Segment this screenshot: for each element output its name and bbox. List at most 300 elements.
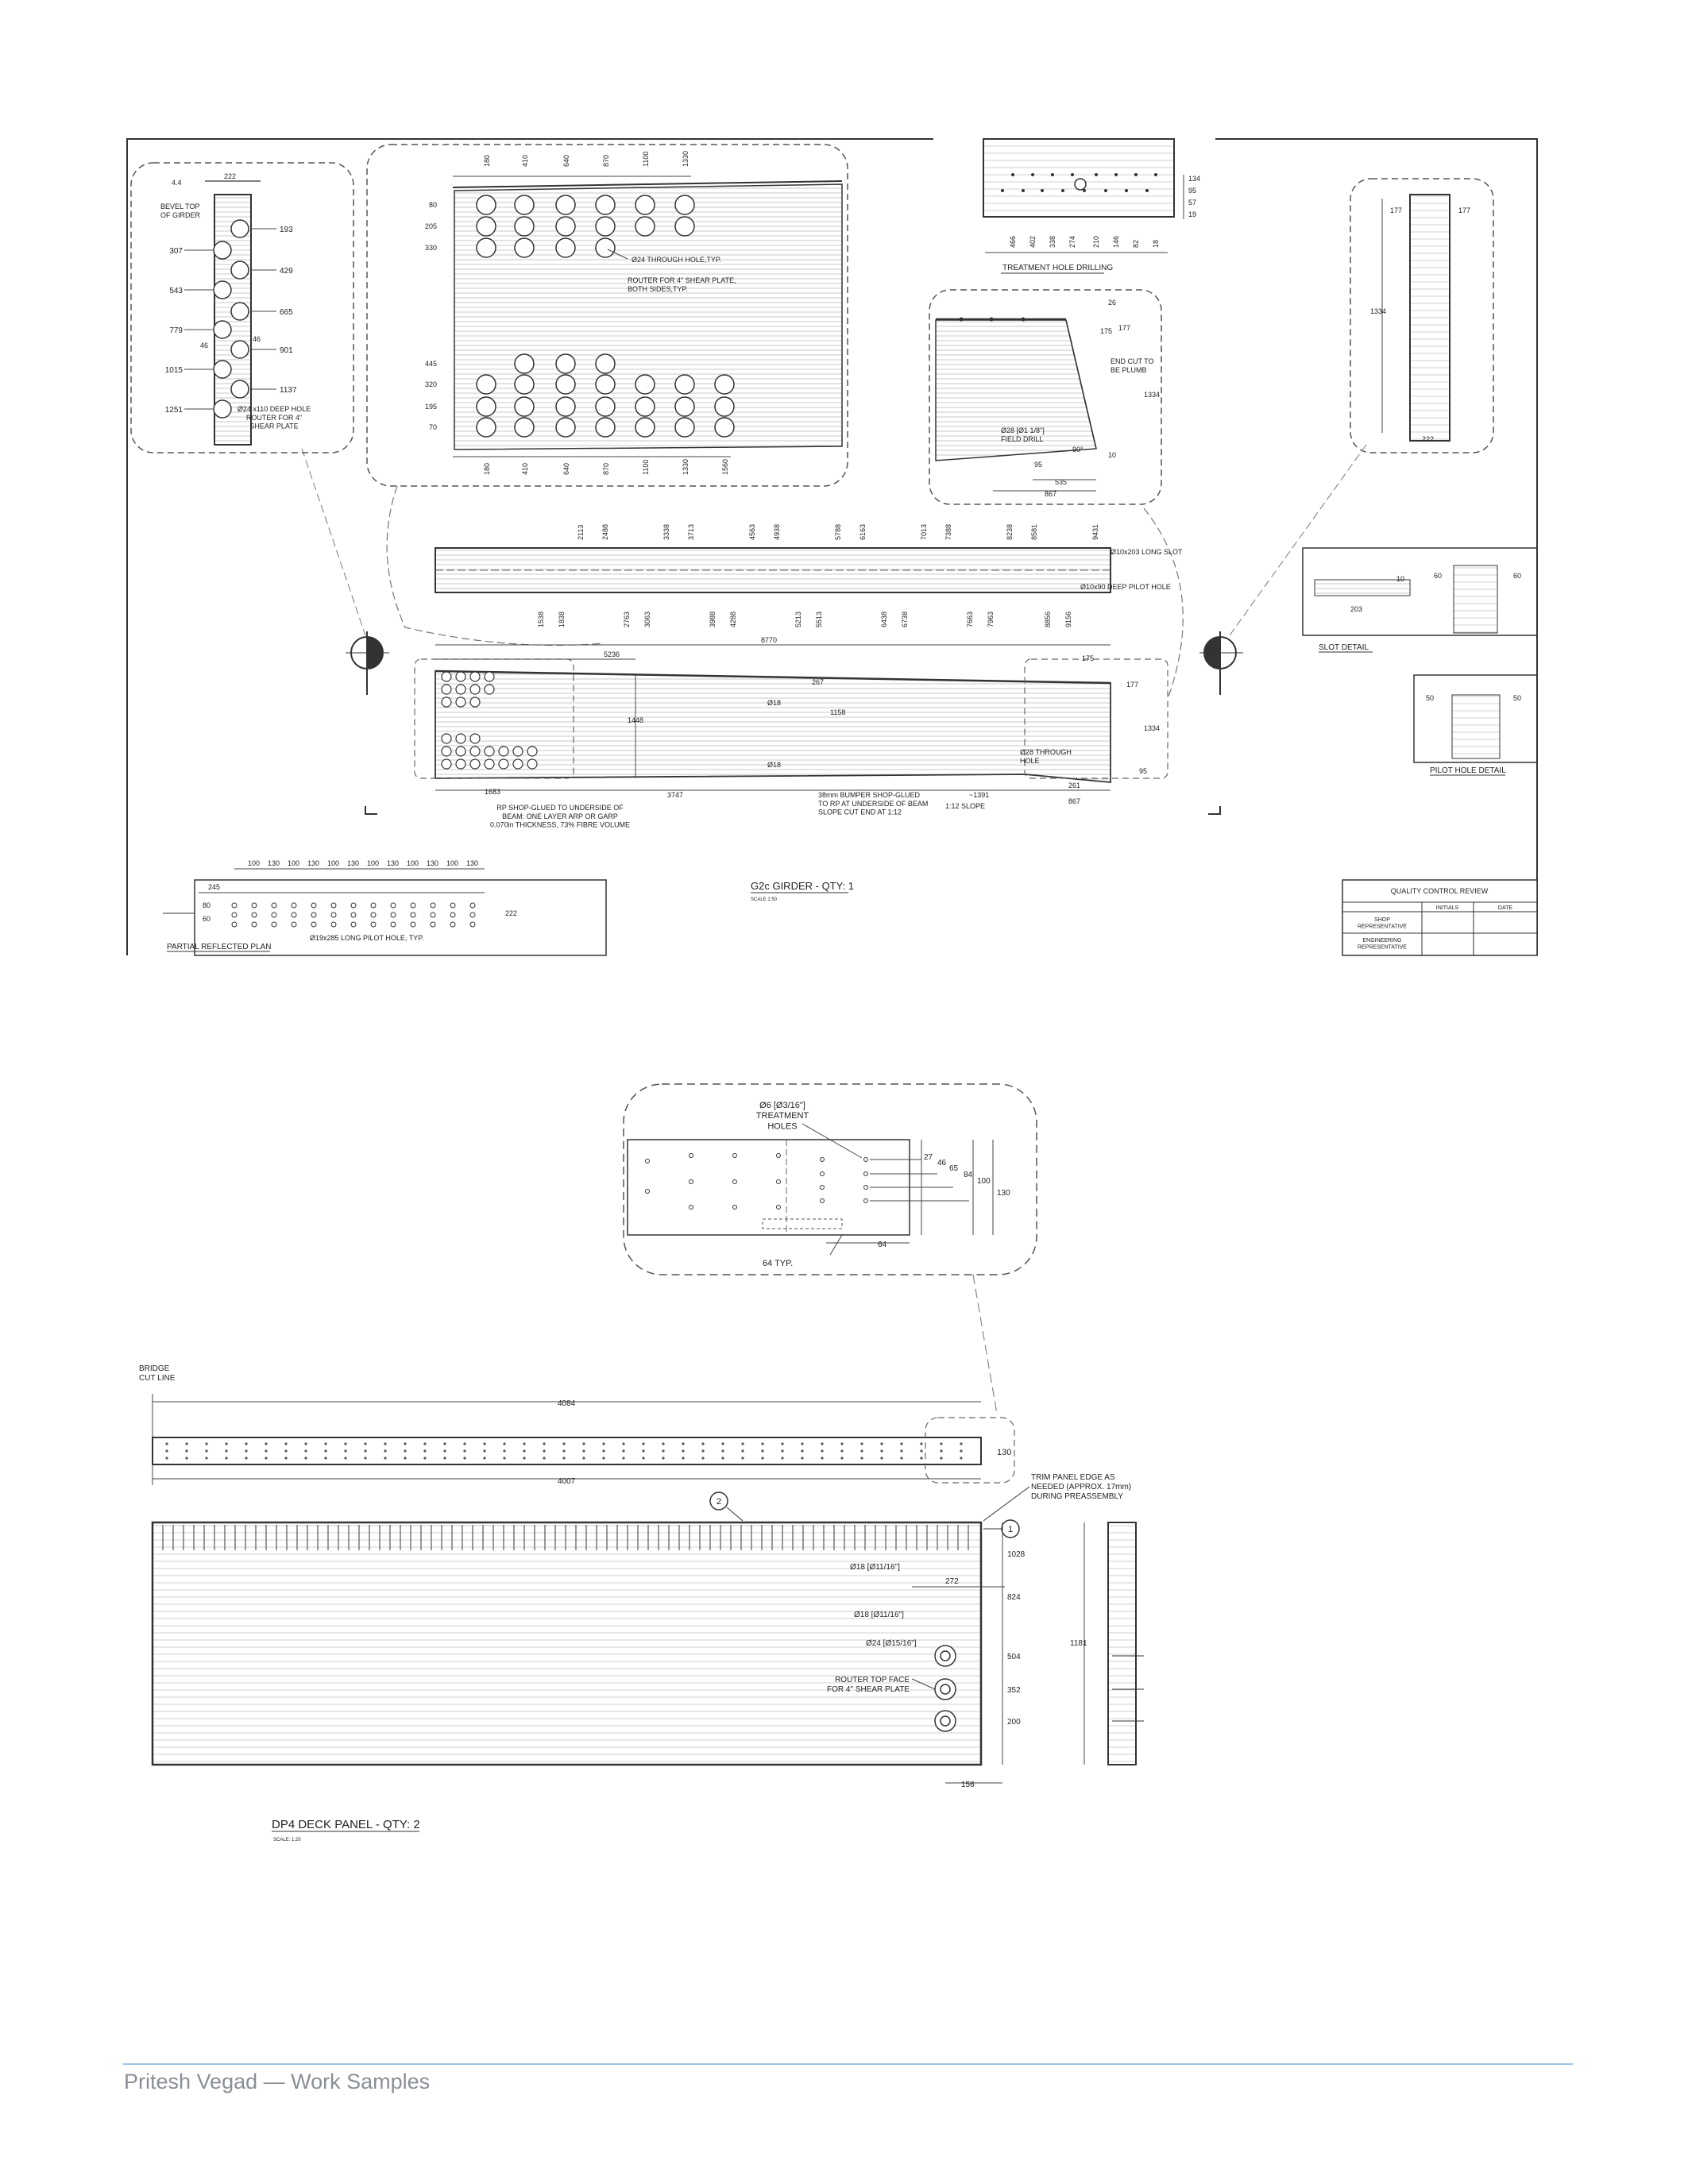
pilot-hole-detail [1414,675,1537,775]
svg-text:410: 410 [521,462,529,475]
bridge-cut-label: BRIDGE CUT LINE [139,1364,176,1383]
deck-plan-hole [364,1449,366,1452]
deck-plan-hole [721,1442,724,1445]
svg-text:2763: 2763 [623,611,631,627]
deck-plan-hole [602,1449,605,1452]
svg-text:50: 50 [1513,694,1522,702]
svg-text:27: 27 [924,1153,933,1162]
deck-plan-hole [364,1457,366,1459]
footer-rule [123,2063,1573,2065]
svg-text:180: 180 [483,154,491,167]
treatment-detail [983,139,1200,273]
deck-top-note: Ø6 [Ø3/16"] TREATMENT HOLES [755,1101,809,1132]
deck-plan-hole [503,1442,505,1445]
svg-text:6438: 6438 [880,611,888,627]
plan-bottom-dims [537,612,1072,627]
svg-text:26: 26 [1108,299,1117,307]
svg-text:640: 640 [562,154,570,167]
svg-text:95: 95 [1139,767,1148,775]
slot-detail [1303,548,1537,652]
deck-plan-hole [543,1442,545,1445]
deck-plan-hole [900,1457,902,1459]
svg-text:640: 640 [562,462,570,475]
deck-plan-hole [443,1457,446,1459]
svg-text:205: 205 [424,222,437,230]
svg-text:7663: 7663 [966,611,974,627]
deck-plan-hole [662,1457,664,1459]
deck-plan-hole [503,1449,505,1452]
svg-text:146: 146 [1112,235,1120,248]
deck-plan-hole [960,1449,962,1452]
deck-plan-hole [701,1449,704,1452]
svg-text:1330: 1330 [682,150,689,167]
deck-plan-hole [284,1449,287,1452]
deck-plan-hole [940,1442,942,1445]
svg-text:82: 82 [1132,239,1140,248]
deck-plan-hole [384,1442,386,1445]
deck-plan-hole [483,1449,485,1452]
svg-text:5788: 5788 [834,523,842,540]
deck-plan-hole [225,1442,227,1445]
svg-text:274: 274 [1068,235,1076,248]
deck-plan-hole [205,1457,207,1459]
deck-top-typ: 64 TYP. [763,1259,794,1268]
svg-text:1251: 1251 [164,406,183,415]
svg-text:84: 84 [964,1171,973,1179]
svg-text:46: 46 [937,1159,947,1167]
deck-plan-hole [463,1442,465,1445]
svg-text:1137: 1137 [280,386,297,395]
svg-text:38mm BUMPER SHOP-GLUEDTO RP AT: 38mm BUMPER SHOP-GLUED TO RP AT UNDERSIDE OF BEAM SLOPE CUT END AT 1:12 [818,791,929,816]
deck-plan-hole [384,1457,386,1459]
svg-text:5236: 5236 [604,650,620,658]
svg-text:130: 130 [466,859,479,867]
svg-text:5513: 5513 [815,611,823,627]
deck-plan-hole [880,1449,883,1452]
deck-plan-hole [284,1457,287,1459]
deck-callout-line [973,1275,997,1414]
svg-text:134: 134 [1188,175,1201,183]
svg-text:3063: 3063 [643,611,651,627]
svg-text:175: 175 [1100,327,1113,335]
deck-plan-hole [920,1457,922,1459]
deck-plan-hole [225,1457,227,1459]
svg-text:5213: 5213 [794,611,802,627]
svg-text:867: 867 [1068,797,1081,805]
svg-text:9156: 9156 [1064,611,1072,627]
svg-text:177: 177 [1118,324,1131,332]
deck-plan-hole [543,1449,545,1452]
svg-text:130: 130 [307,859,320,867]
deck-plan-hole [165,1449,168,1452]
deck-plan-hole [384,1449,386,1452]
svg-text:1683: 1683 [485,788,501,796]
connection-bottom-dims [483,459,729,475]
svg-text:870: 870 [602,154,610,167]
qc-row-shop: SHOP REPRESENTATIVE [1358,917,1407,930]
deck-plan-hole [761,1442,763,1445]
deck-plan-hole [483,1457,485,1459]
deck-plan-hole [880,1442,883,1445]
treatment-bottom-dims [1009,236,1160,248]
svg-text:Ø18: Ø18 [767,699,782,707]
deck-plan-hole [225,1449,227,1452]
svg-text:130: 130 [347,859,360,867]
connection-top-dims [483,151,689,167]
svg-text:193: 193 [280,226,293,234]
svg-text:445: 445 [424,360,437,368]
deck-plan-hole [404,1442,406,1445]
deck-note-router: ROUTER TOP FACE FOR 4" SHEAR PLATE [827,1676,910,1694]
svg-text:4007: 4007 [558,1477,576,1486]
deck-plan-hole [245,1442,247,1445]
girder-scale: SCALE 1:50 [751,897,778,902]
deck-plan-hole [344,1442,346,1445]
end-detail-top-dim-a: 4.4 [172,179,182,187]
deck-plan-hole [205,1442,207,1445]
svg-text:100: 100 [248,859,261,867]
connection-detail [367,145,848,486]
girder-elevation [415,636,1168,829]
deck-plan-hole [582,1449,585,1452]
qc-table [1342,880,1537,955]
svg-text:338: 338 [1049,235,1056,248]
deck-plan-hole [265,1449,267,1452]
svg-text:779: 779 [169,326,183,335]
deck-plan-hole [860,1442,863,1445]
svg-text:8238: 8238 [1006,523,1014,540]
svg-text:Ø28 THROUGHHOLE: Ø28 THROUGH HOLE [1020,748,1072,765]
svg-text:177: 177 [1458,206,1471,214]
svg-text:1028: 1028 [1007,1550,1026,1559]
svg-text:130: 130 [997,1448,1012,1457]
deck-plan-hole [960,1442,962,1445]
reflected-top-dims [208,859,478,891]
deck-plan-hole [404,1449,406,1452]
svg-text:9431: 9431 [1091,523,1099,540]
deck-plan-hole [940,1457,942,1459]
svg-text:95: 95 [1188,187,1197,195]
deck-plan-hole [562,1457,565,1459]
svg-text:64: 64 [878,1241,887,1249]
deck-trim-note: TRIM PANEL EDGE AS NEEDED (APPROX. 17mm) DURING PREASSEMBLY [1031,1473,1132,1501]
deck-plan-hole [185,1449,187,1452]
end-cut-detail [929,290,1161,504]
svg-text:100: 100 [367,859,380,867]
deck-plan-hole [404,1457,406,1459]
svg-text:3747: 3747 [667,791,684,799]
svg-text:130: 130 [997,1189,1010,1198]
treatment-title: TREATMENT HOLE DRILLING [1002,264,1114,272]
svg-text:1330: 1330 [682,458,689,475]
svg-text:8856: 8856 [1044,611,1052,627]
deck-plan-hole [642,1449,644,1452]
deck-plan-hole [165,1442,168,1445]
svg-text:410: 410 [521,154,529,167]
deck-plan-hole [324,1457,326,1459]
deck-plan-hole [840,1449,843,1452]
deck-elevation [153,1473,1144,1789]
deck-plan-hole [602,1457,605,1459]
svg-text:261: 261 [1068,781,1081,789]
svg-text:130: 130 [268,859,280,867]
deck-plan-hole [840,1457,843,1459]
deck-plan-hole [801,1457,803,1459]
svg-text:100: 100 [407,859,419,867]
end-cut-note: END CUT TO BE PLUMB [1111,357,1154,374]
qc-title: QUALITY CONTROL REVIEW [1390,887,1489,895]
svg-text:65: 65 [949,1164,959,1173]
svg-text:4288: 4288 [729,611,737,627]
deck-plan-hole [463,1457,465,1459]
deck-plan-hole [423,1449,426,1452]
svg-text:901: 901 [280,346,293,355]
deck-shear-plates [935,1646,956,1731]
deck-plan-hole [205,1449,207,1452]
svg-text:50: 50 [1426,694,1435,702]
svg-text:1015: 1015 [164,366,183,375]
treatment-right-dims [1188,175,1200,218]
deck-plan-hole [781,1457,783,1459]
svg-text:267: 267 [812,678,825,686]
reflected-note: Ø19x285 LONG PILOT HOLE, TYP. [310,934,424,942]
deck-plan-hole [185,1442,187,1445]
marker-2 [710,1492,743,1521]
svg-text:222: 222 [505,909,518,917]
reflected-plan [163,859,606,955]
deck-plan-hole [582,1442,585,1445]
svg-text:1181: 1181 [1070,1639,1087,1648]
svg-text:46: 46 [253,335,261,343]
deck-plan-hole [423,1442,426,1445]
svg-text:4563: 4563 [748,523,756,540]
deck-plan-hole [523,1449,525,1452]
section-detail [1350,179,1493,453]
deck-plan-hole [503,1457,505,1459]
svg-text:RP SHOP-GLUED TO UNDERSIDE OFB: RP SHOP-GLUED TO UNDERSIDE OF BEAM: ONE LAYER ARP OR GARP 0.070in THICKNESS, 73% FIBRE VOLUME [490,804,630,829]
qc-header-initials: INITIALS [1435,905,1459,911]
svg-text:665: 665 [280,308,293,317]
svg-text:100: 100 [977,1177,991,1186]
end-detail-left-dims [165,247,183,415]
girder-plan-view [435,524,1183,627]
deck-plan-hole [602,1442,605,1445]
deck-plan-hole [265,1457,267,1459]
svg-text:57: 57 [1188,199,1197,206]
svg-text:60: 60 [1513,572,1522,580]
marker-1 [983,1520,1019,1538]
deck-plan-hole [245,1449,247,1452]
svg-text:6163: 6163 [859,523,867,540]
svg-text:2113: 2113 [577,524,585,540]
svg-text:7963: 7963 [987,611,995,627]
svg-text:6738: 6738 [901,611,909,627]
deck-plan-hole [721,1457,724,1459]
deck-plan-hole [880,1457,883,1459]
deck-plan-hole [443,1449,446,1452]
end-detail-bevel-label: BEVEL TOP OF GIRDER [160,203,201,219]
deck-plan-hole [185,1457,187,1459]
svg-text:1: 1 [1007,1525,1014,1534]
svg-text:8581: 8581 [1030,523,1038,540]
svg-text:7388: 7388 [944,523,952,540]
svg-text:130: 130 [387,859,400,867]
deck-plan-hole [304,1449,307,1452]
svg-text:90°: 90° [1072,446,1083,453]
deck-plan-hole [960,1457,962,1459]
svg-text:100: 100 [446,859,459,867]
end-detail [131,163,353,453]
svg-text:870: 870 [602,462,610,475]
deck-plan-hole [741,1449,744,1452]
svg-text:8770: 8770 [761,636,778,644]
deck-plan-hole [821,1442,823,1445]
deck-plan-hole [364,1442,366,1445]
connection-note-through: Ø24 THROUGH HOLE,TYP. [632,256,722,264]
svg-text:543: 543 [169,287,183,295]
footer-text: Pritesh Vegad — Work Samples [124,2070,431,2093]
svg-text:156: 156 [961,1781,975,1789]
deck-note-d18a: Ø18 [Ø11/16"] [850,1563,900,1572]
deck-plan-hole [324,1449,326,1452]
svg-text:2488: 2488 [601,523,609,540]
deck-plan-hole [324,1442,326,1445]
svg-text:222: 222 [1422,435,1435,443]
deck-plan-hole [622,1449,624,1452]
deck-plan-hole [662,1449,664,1452]
svg-text:18: 18 [1152,239,1160,248]
svg-text:504: 504 [1007,1653,1021,1661]
deck-plan-hole [622,1442,624,1445]
deck-plan-hole [543,1457,545,1459]
deck-plan-hole [761,1449,763,1452]
svg-text:352: 352 [1007,1686,1021,1695]
deck-right-dims [1007,1550,1026,1727]
deck-plan-hole [801,1449,803,1452]
section-marker-left [346,631,389,695]
deck-plan-hole [781,1449,783,1452]
deck-plan-hole [821,1449,823,1452]
svg-text:307: 307 [169,247,183,256]
deck-plan-hole [920,1449,922,1452]
svg-text:2: 2 [716,1497,722,1507]
deck-plan-hole [682,1449,684,1452]
deck-plan-hole [900,1442,902,1445]
deck-note-d24: Ø24 [Ø15/16"] [866,1639,917,1648]
svg-text:535: 535 [1055,478,1068,486]
deck-plan-hole [761,1457,763,1459]
svg-text:80: 80 [428,201,437,209]
deck-plan-hole [741,1442,744,1445]
svg-text:1838: 1838 [558,611,566,627]
deck-plan-hole [562,1449,565,1452]
deck-plan-hole [562,1442,565,1445]
svg-text:1560: 1560 [721,458,729,475]
svg-text:175: 175 [1082,654,1095,662]
pilot-detail-title: PILOT HOLE DETAIL [1430,766,1506,775]
svg-text:3713: 3713 [687,523,695,540]
end-detail-note: Ø24 x110 DEEP HOLE ROUTER FOR 4" SHEAR PLATE [237,405,311,430]
deck-plan-hole [821,1457,823,1459]
deck-top-detail [624,1084,1037,1275]
deck-plan-hole [860,1457,863,1459]
deck-plan-hole [344,1449,346,1452]
svg-text:10: 10 [1396,575,1405,583]
deck-plan-hole [741,1457,744,1459]
deck-plan-hole [463,1449,465,1452]
deck-plan-hole [582,1457,585,1459]
deck-plan-hole [443,1442,446,1445]
svg-text:210: 210 [1092,235,1100,248]
end-detail-top-dim-b: 222 [224,172,237,180]
deck-plan-hole [701,1442,704,1445]
end-detail-right-dims [280,226,297,395]
deck-plan-hole [682,1457,684,1459]
svg-text:203: 203 [1350,605,1363,613]
deck-plan [153,1394,1014,1486]
deck-plan-hole [265,1442,267,1445]
svg-text:1538: 1538 [537,611,545,627]
svg-text:80: 80 [203,901,211,909]
svg-text:4084: 4084 [558,1399,576,1408]
connection-note-router: ROUTER FOR 4" SHEAR PLATE, BOTH SIDES,TYP. [628,276,736,293]
deck-note-d18b: Ø18 [Ø11/16"] [854,1611,904,1619]
deck-plan-hole [304,1442,307,1445]
svg-text:100: 100 [288,859,300,867]
deck-plan-hole [721,1449,724,1452]
deck-plan-hole [682,1442,684,1445]
qc-row-engineering: ENGINEERING REPRESENTATIVE [1358,938,1407,951]
deck-title: DP4 DECK PANEL - QTY: 2 [272,1818,420,1831]
svg-text:195: 195 [424,403,437,411]
svg-text:867: 867 [1045,490,1057,498]
section-marker-right [1199,631,1243,695]
svg-text:402: 402 [1029,235,1037,248]
svg-text:46: 46 [200,341,209,349]
deck-plan-hole [642,1457,644,1459]
deck-plan-hole [423,1457,426,1459]
svg-text:Ø18: Ø18 [767,761,782,769]
svg-text:1334: 1334 [1144,724,1161,732]
svg-text:3338: 3338 [662,523,670,540]
svg-text:272: 272 [945,1577,959,1586]
deck-plan-hole [701,1457,704,1459]
svg-text:1448: 1448 [628,716,644,724]
svg-text:1334: 1334 [1370,307,1387,315]
svg-text:320: 320 [424,380,437,388]
slot-detail-title: SLOT DETAIL [1319,643,1369,652]
svg-text:466: 466 [1009,235,1017,248]
end-cut-drill-note: Ø28 [Ø1 1/8"] FIELD DRILL [1001,426,1045,443]
plan-note-pilot: Ø10x90 DEEP PILOT HOLE [1080,583,1171,591]
deck-plan-hole [662,1442,664,1445]
plan-note-slot: Ø10x203 LONG SLOT [1111,548,1183,556]
svg-text:1100: 1100 [642,459,650,475]
deck-plan-hole [304,1457,307,1459]
qc-header-date: DATE [1497,905,1513,911]
svg-text:200: 200 [1007,1718,1021,1727]
deck-plan-hole [642,1442,644,1445]
svg-text:245: 245 [208,883,221,891]
deck-plan-hole [900,1449,902,1452]
deck-plan-hole [344,1457,346,1459]
reflected-title: PARTIAL REFLECTED PLAN [167,943,272,951]
svg-text:70: 70 [428,423,437,431]
deck-plan-hole [781,1442,783,1445]
deck-plan-hole [165,1457,168,1459]
deck-plan-hole [840,1442,843,1445]
svg-text:100: 100 [327,859,340,867]
